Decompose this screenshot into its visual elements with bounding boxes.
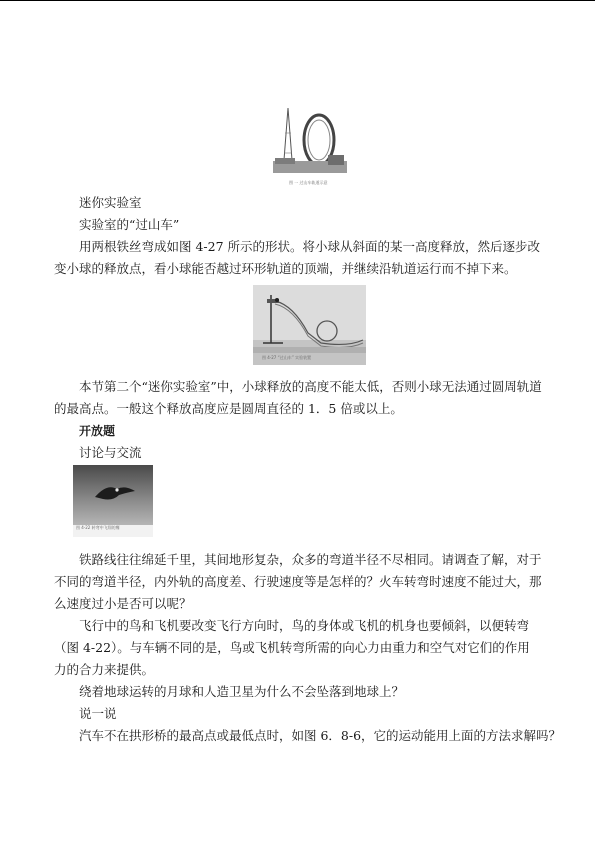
lab-loop-track-photo	[253, 285, 366, 365]
para-car: 汽车不在拱形桥的最高点或最低点时，如图 6．8-6，它的运动能用上面的方法求解吗？	[79, 728, 562, 743]
para-bird: 飞行中的鸟和飞机要改变飞行方向时，鸟的身体或飞机的机身也要倾斜，以便转弯（图 4-22）。与车辆不同的是，鸟或飞机转弯所需的向心力由重力和空气对它们的作用力的合力来提供。	[54, 618, 530, 677]
heading-talk: 说一说	[79, 706, 117, 721]
para-railway: 铁路线往往绵延千里，其间地形复杂，众多的弯道半径不尽相同。请调查了解，对于不同的弯道半径，内外轨的高度差、行驶速度等是怎样的？火车转弯时速度不能过大，那么速度过小是否可以呢？	[54, 552, 542, 611]
heading-open-question: 开放题	[79, 424, 116, 438]
bird-caption: 图 4-22 转弯中飞翔的鹰	[76, 525, 120, 530]
top-rule	[0, 0, 595, 1]
lab-caption: 图 4-27 “过山车” 实验装置	[262, 355, 312, 360]
roller-coaster-photo	[273, 103, 347, 173]
para-moon: 绕着地球运转的月球和人造卫星为什么不会坠落到地球上？	[79, 684, 405, 699]
subheading-discuss: 讨论与交流	[79, 445, 142, 460]
heading-mini-lab: 迷你实验室	[79, 195, 142, 210]
subheading-lab: 实验室的“过山车”	[79, 217, 180, 232]
para-explain: 本节第二个“迷你实验室”中，小球释放的高度不能太低，否则小球无法通过圆周轨道的最高点。一般这个释放高度应是圆周直径的 1．5 倍或以上。	[54, 379, 542, 416]
coaster-caption: 图 一 过山车轨道示意	[289, 180, 328, 185]
para-setup: 用两根铁丝弯成如图 4-27 所示的形状。将小球从斜面的某一高度释放，然后逐步改变小球的释放点，看小球能否越过环形轨道的顶端，并继续沿轨道运行而不掉下来。	[54, 239, 541, 276]
